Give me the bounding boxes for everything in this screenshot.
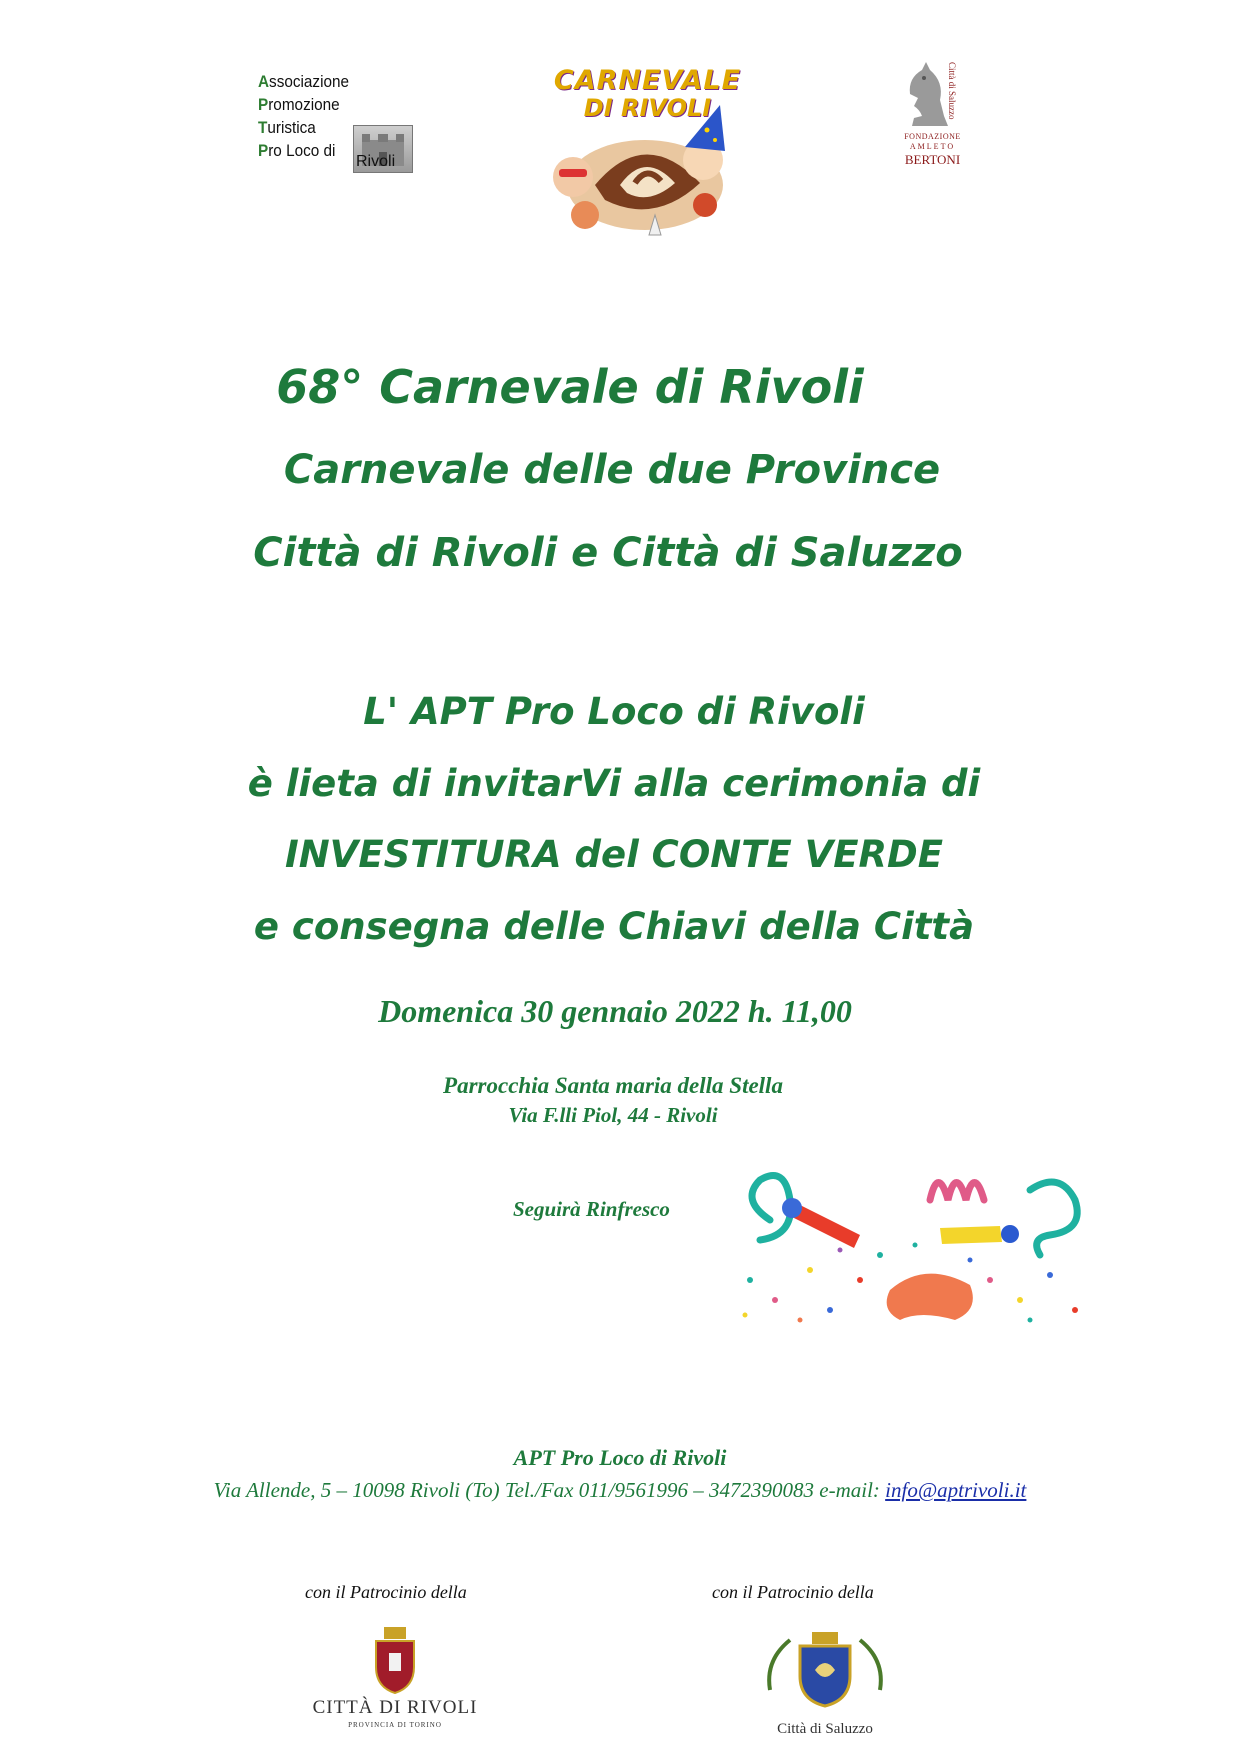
- apt-logo-initial: P: [258, 141, 269, 160]
- apt-logo-initial: T: [258, 118, 268, 137]
- event-note: Seguirà Rinfresco: [513, 1197, 670, 1221]
- title-line1: 68° Carnevale di Rivoli: [276, 360, 864, 414]
- carnevale-logo-text: [540, 65, 755, 122]
- title-line3: Città di Rivoli e Città di Saluzzo: [253, 530, 963, 576]
- apt-logo-line: Associazione: [258, 72, 349, 91]
- footer-org: APT Pro Loco di Rivoli: [513, 1445, 727, 1470]
- rivoli-city-name: CITTÀ DI RIVOLI: [312, 1697, 478, 1718]
- patronage-right-label: con il Patrocinio della: [712, 1582, 874, 1602]
- apt-pro-loco-logo: [258, 70, 418, 180]
- apt-logo-line: Turistica: [258, 118, 316, 137]
- event-date: Domenica 30 gennaio 2022 h. 11,00: [378, 993, 852, 1029]
- invitation-line2: è lieta di invitarVi alla cerimonia di: [247, 762, 981, 805]
- bertoni-line2: AMLETO: [909, 142, 956, 151]
- footer-contact-line: [0, 1478, 1240, 1503]
- footer-contact: Via Allende, 5 – 10098 Rivoli (To) Tel./Fax 011/9561996 – 3472390083 e-mail:: [213, 1478, 886, 1502]
- event-address: Via F.lli Piol, 44 - Rivoli: [508, 1103, 718, 1127]
- patronage-left-label: con il Patrocinio della: [305, 1582, 467, 1602]
- carnevale-logo-line2: DI RIVOLI: [583, 94, 712, 122]
- event-venue: Parrocchia Santa maria della Stella: [443, 1073, 783, 1098]
- rivoli-crest-icon: [370, 1625, 420, 1695]
- apt-logo-initial: P: [258, 95, 269, 114]
- invitation-line3: INVESTITURA del CONTE VERDE: [284, 833, 944, 876]
- email-link[interactable]: info@aptrivoli.it: [885, 1478, 1027, 1502]
- carnevale-logo-line1: CARNEVALE: [553, 65, 742, 96]
- apt-logo-initial: A: [258, 72, 270, 91]
- title-line2: Carnevale delle due Province: [283, 447, 941, 493]
- apt-logo-line: Pro Loco di: [258, 141, 336, 160]
- invitation-line1: L' APT Pro Loco di Rivoli: [363, 690, 865, 733]
- saluzzo-crest-icon: [760, 1630, 890, 1710]
- carnevale-di-rivoli-logo: [535, 65, 760, 245]
- rivoli-province: PROVINCIA DI TORINO: [348, 1721, 442, 1729]
- apt-logo-rivoli: Rivoli: [356, 153, 396, 170]
- invitation-line4: e consegna delle Chiavi della Città: [253, 905, 975, 948]
- fondazione-bertoni-logo: [895, 60, 970, 170]
- saluzzo-city-name: Città di Saluzzo: [777, 1721, 873, 1737]
- bertoni-side-text: Città di Saluzzo: [947, 62, 957, 120]
- bertoni-line3: BERTONI: [904, 152, 961, 167]
- apt-logo-line: Promozione: [258, 95, 340, 114]
- confetti-decoration: [730, 1160, 1100, 1330]
- bertoni-line1: FONDAZIONE: [904, 132, 961, 141]
